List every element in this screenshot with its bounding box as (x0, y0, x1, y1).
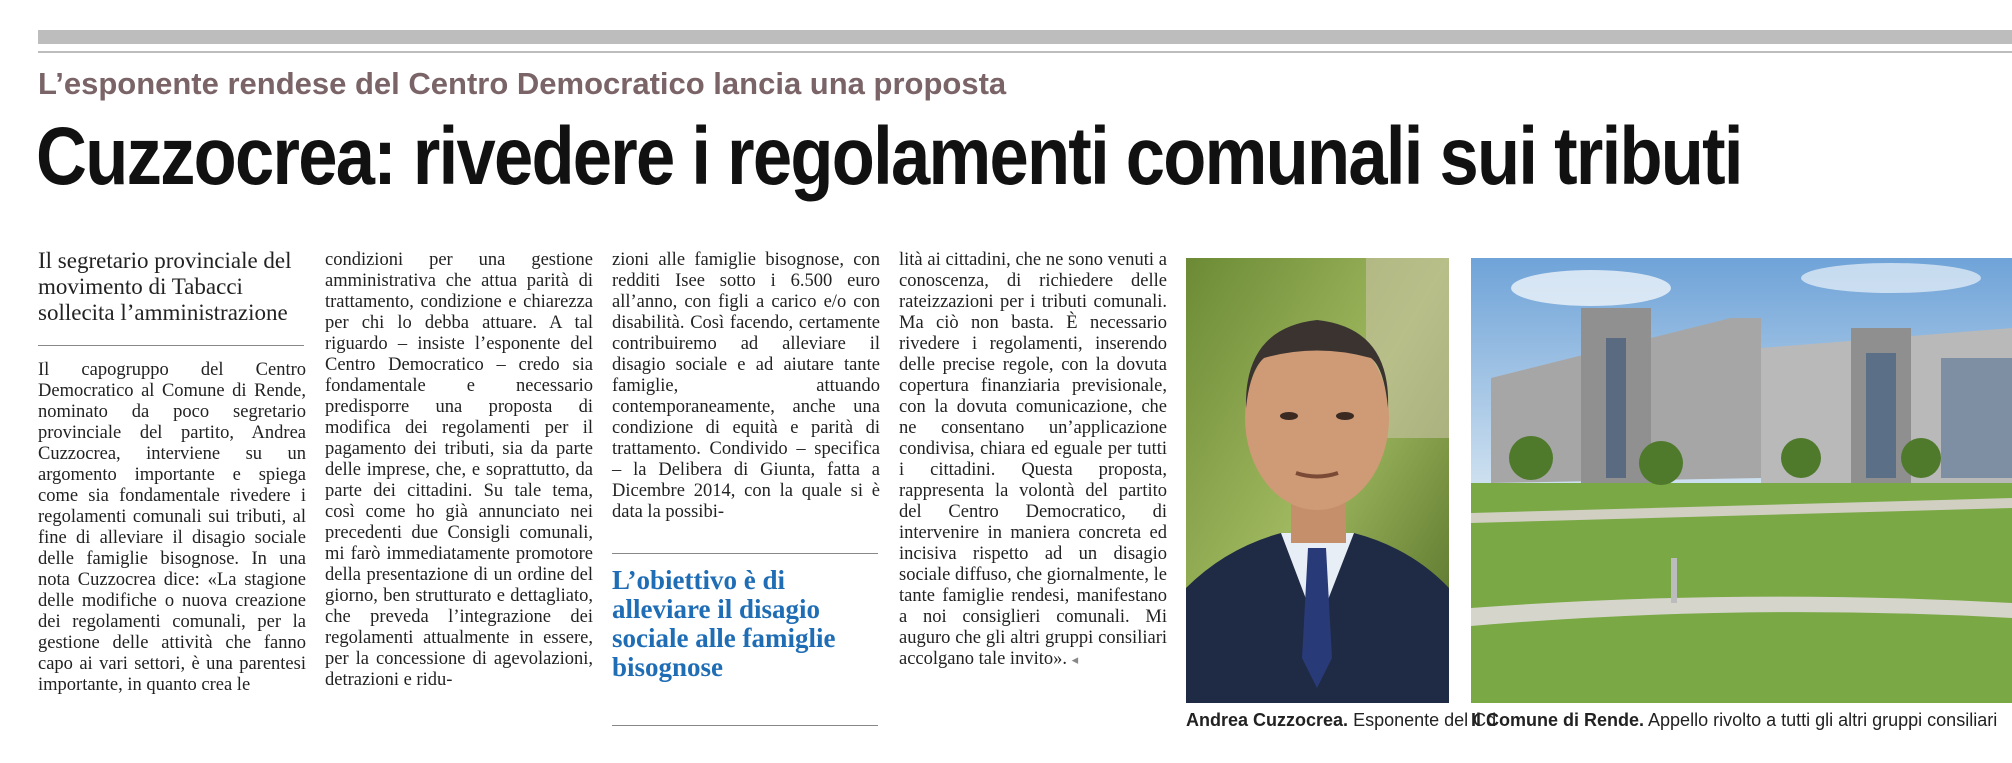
deck-subheading: Il segretario provinciale del movimento di Tabacci sollecita l’amministrazione (38, 248, 292, 325)
top-thin-rule (38, 51, 2012, 53)
portrait-caption (1186, 710, 1496, 731)
portrait-caption-text: Esponente del Cd (1353, 710, 1497, 730)
article-column-1 (38, 360, 306, 696)
column-4-text: lità ai cittadini, che ne sono venuti a conoscenza, di richiedere delle rateizzazioni per i tributi comunali. Ma ciò non basta. È necessario rivedere i regolamenti, inserendo delle precise regole, con la dovuta copertura finanziaria previsionale, con la dovuta comunicazione, che ne consentano un’applicazione condivisa, chiara ed eguale per tutti i cittadini. Questa proposta, rappresenta la volontà del partito del Centro Democratico, di intervenire in maniera concreta ed incisiva rispetto ad un disagio sociale diffuso, che giornalmente, le tante famiglie rendesi, manifestano a noi consiglieri comunali. Mi auguro che gli altri gruppi consiliari accolgano tale invito». (899, 250, 1167, 669)
column-3-text: zioni alle famiglie bisognose, con redditi Isee sotto i 6.500 euro all’anno, con figli a carico e/o con disabilità. Così facendo, certamente contribuiremo ad alleviare il disagio sociale e ad aiutare tante famiglie, attuando contemporaneamente, anche una condizione di equità e parità di trattamento. Condivido – specifica – la Delibera di Giunta, fatta a Dicembre 2014, con la quale si è data la possibi- (612, 250, 880, 522)
kicker: L’esponente rendese del Centro Democratico lancia una proposta (38, 66, 1007, 101)
building-illustration (1471, 258, 2012, 703)
portrait-caption-bold: Andrea Cuzzocrea. (1186, 710, 1349, 730)
building-caption-text: Appello rivolto a tutti gli altri gruppi consiliari (1648, 710, 1998, 730)
pull-quote: L’obiettivo è di alleviare il disagio sociale alle famiglie bisognose (612, 565, 836, 682)
building-caption-bold: Il Comune di Rende. (1471, 710, 1645, 730)
deck-divider (38, 345, 304, 346)
pull-quote-top-rule (612, 553, 878, 554)
headline: Cuzzocrea: rivedere i regolamenti comunali sui tributi (36, 111, 1742, 202)
column-4-paragraph (899, 250, 1167, 670)
column-1-text: Il capogruppo del Centro Democratico al Comune di Rende, nominato da poco segretario provinciale del partito, Andrea Cuzzocrea, interviene su un argomento importante e spiega come sia fondamentale rivedere i regolamenti comunali sui tributi, al fine di alleviare il disagio sociale delle famiglie bisognose. In una nota Cuzzocrea dice: «La stagione delle modifiche o nuova creazione dei regolamenti comunali, per la gestione delle attività che fanno capo ai vari settori, è una parentesi importante, in quanto crea le (38, 360, 306, 695)
column-2-text: condizioni per una gestione amministrativa che attua parità di trattamento, condizione e chiarezza per chi lo debba attuare. A tal riguardo – insiste l’esponente del Centro Democratico – credo sia fondamentale e necessario predisporre una proposta di modifica dei regolamenti per il pagamento dei tributi, sia da parte delle imprese, che, e soprattutto, da parte dei cittadini. Su tale tema, così come ho già annunciato nei precedenti due Consigli comunali, mi farò immediatamente promotore della presentazione di un ordine del giorno, ben strutturato e dettagliato, che preveda l’integrazione dei regolamenti attualmente in essere, per la concessione di agevolazioni, detrazioni e ridu- (325, 250, 593, 690)
top-gray-bar (38, 30, 2012, 44)
end-mark-icon: ◂ (1071, 652, 1079, 667)
article-column-4 (899, 250, 1167, 670)
portrait-illustration (1186, 258, 1449, 703)
building-photo (1471, 258, 2012, 703)
pull-quote-bottom-rule (612, 725, 878, 726)
article-column-2 (325, 250, 593, 691)
portrait-photo (1186, 258, 1449, 703)
article-column-3 (612, 250, 880, 523)
building-caption (1471, 710, 1997, 731)
